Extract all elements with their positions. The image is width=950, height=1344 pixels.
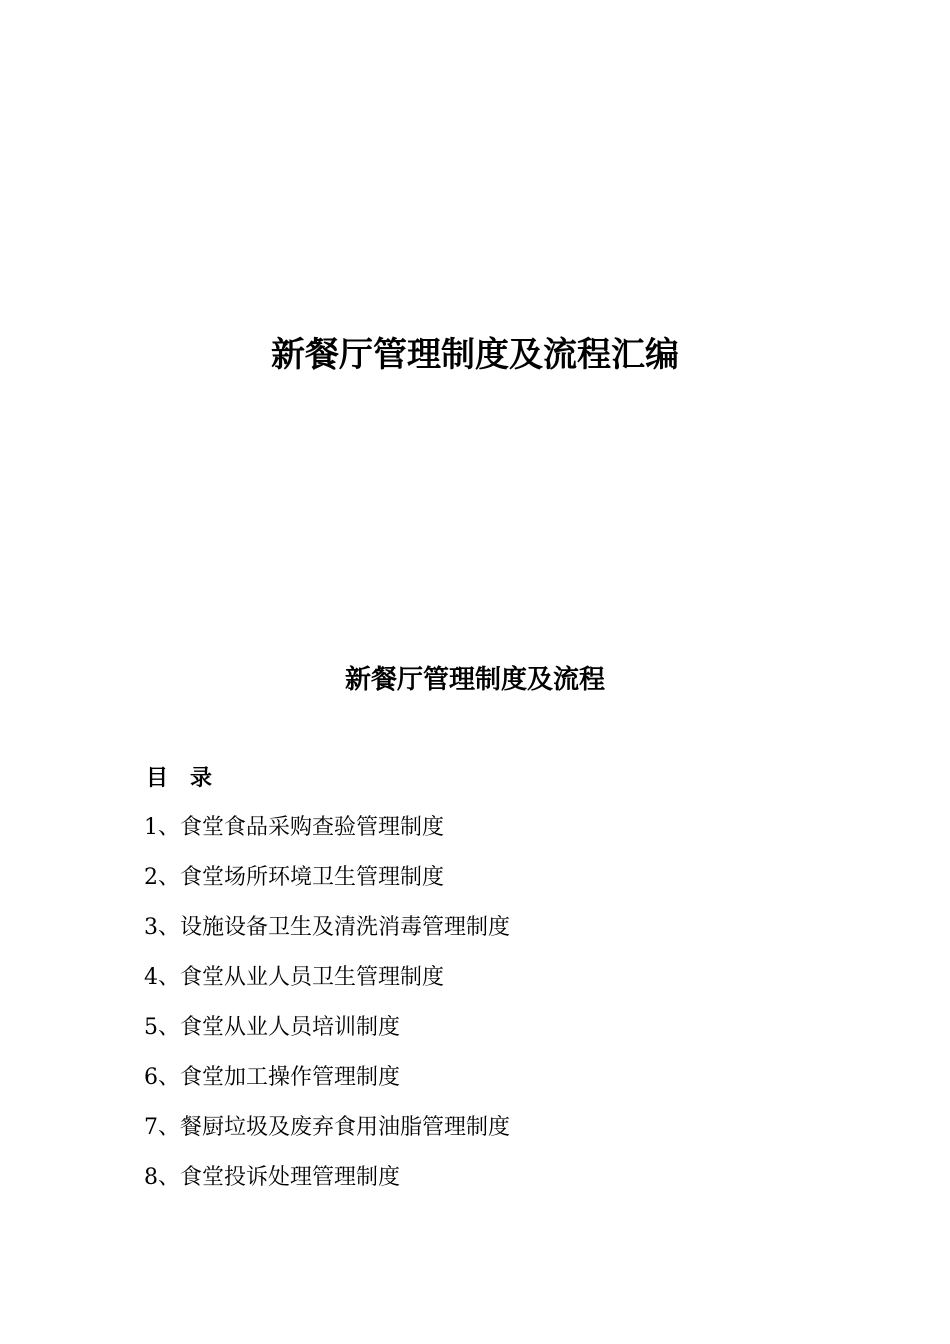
toc-item-6: 6、食堂加工操作管理制度 <box>144 1065 400 1090</box>
toc-item-5: 5、食堂从业人员培训制度 <box>144 1015 400 1040</box>
toc-item-1: 1、食堂食品采购查验管理制度 <box>144 815 444 840</box>
toc-item-7: 7、餐厨垃圾及废弃食用油脂管理制度 <box>144 1115 510 1140</box>
toc-item-8: 8、食堂投诉处理管理制度 <box>144 1165 400 1190</box>
document-main-title: 新餐厅管理制度及流程汇编 <box>271 335 679 375</box>
toc-item-4: 4、食堂从业人员卫生管理制度 <box>144 965 444 990</box>
table-of-contents <box>144 813 510 1213</box>
toc-heading: 目 录 <box>146 766 213 791</box>
toc-item-2: 2、食堂场所环境卫生管理制度 <box>144 865 444 890</box>
document-sub-title: 新餐厅管理制度及流程 <box>344 665 605 695</box>
toc-item-3: 3、设施设备卫生及清洗消毒管理制度 <box>144 915 510 940</box>
